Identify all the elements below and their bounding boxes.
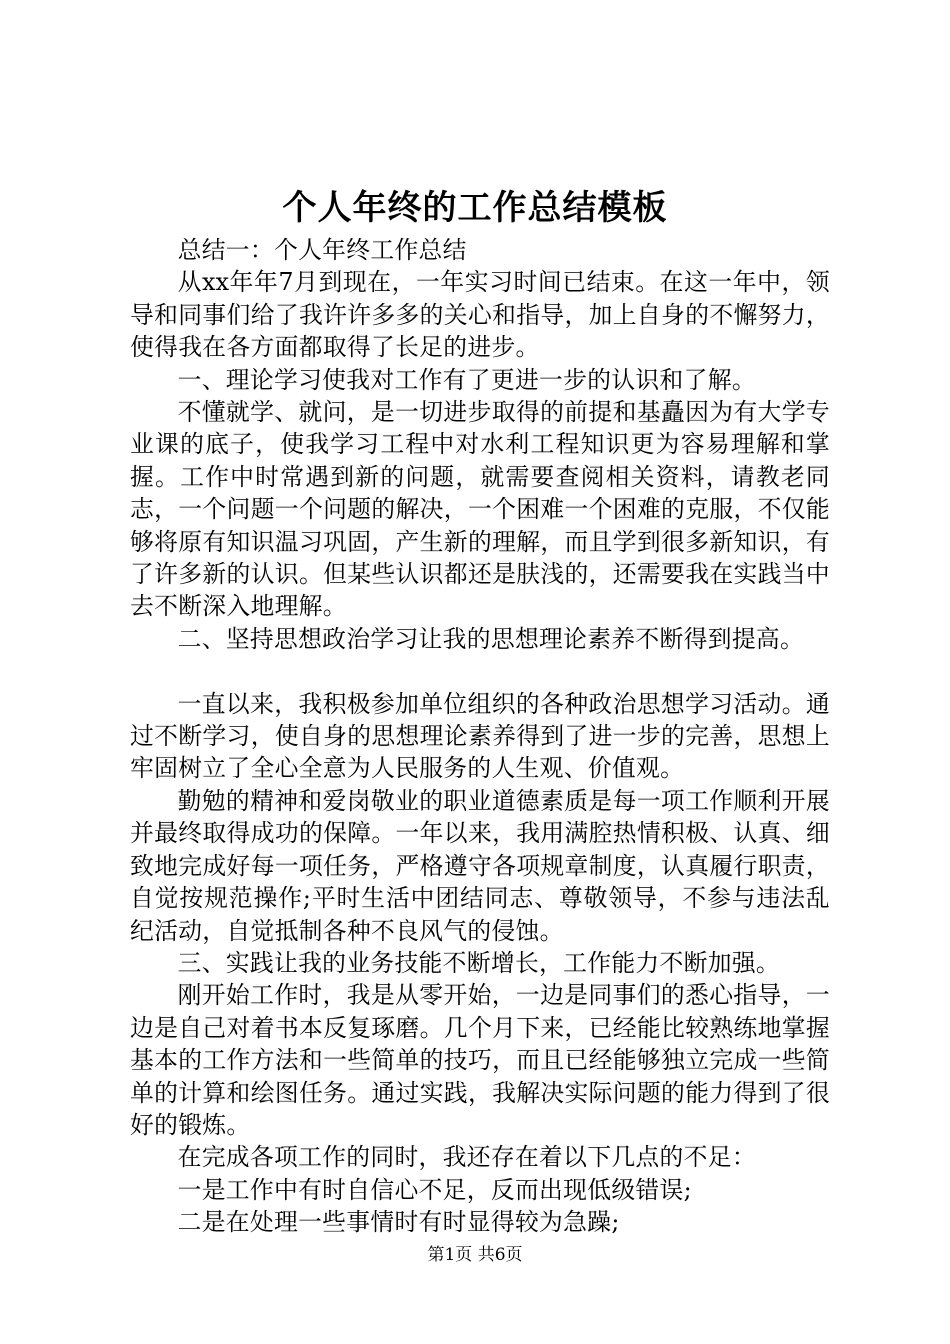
paragraph-section-heading: 总结一：个人年终工作总结	[177, 236, 467, 264]
paragraph-heading-3: 三、实践让我的业务技能不断增长，工作能力不断加强。	[177, 948, 781, 977]
paragraph-shortcomings: 在完成各项工作的同时，我还存在着以下几点的不足：	[177, 1143, 756, 1172]
paragraph-shortcoming-2: 二是在处理一些事情时有时显得较为急躁;	[177, 1208, 620, 1237]
page-number-footer: 第1页 共6页	[427, 1245, 523, 1265]
paragraph-intro: 从xx年年7月到现在，一年实习时间已结束。在这一年中，领导和同事们给了我许许多多的关心和指导，加上自身的不懈努力，使得我在各方面都取得了长足的进步。	[130, 268, 830, 362]
paragraph-heading-1: 一、理论学习使我对工作有了更进一步的认识和了解。	[177, 365, 756, 394]
paragraph-shortcoming-1: 一是工作中有时自信心不足，反而出现低级错误;	[177, 1175, 692, 1204]
paragraph-political-study: 一直以来，我积极参加单位组织的各种政治思想学习活动。通过不断学习，使自身的思想理论素养得到了进一步的完善，思想上牢固树立了全心全意为人民服务的人生观、价值观。	[130, 689, 830, 783]
paragraph-theory-study: 不懂就学、就问，是一切进步取得的前提和基矗因为有大学专业课的底子，使我学习工程中对水利工程知识更为容易理解和掌握。工作中时常遇到新的问题，就需要查阅相关资料，请教老同志，一个问题一个问题的解决，一个困难一个困难的克服，不仅能够将原有知识温习巩固，产生新的理解，而且学到很多新知识，有了许多新的认识。但某些认识都还是肤浅的，还需要我在实践当中去不断深入地理解。	[130, 398, 830, 621]
document-title: 个人年终的工作总结模板	[282, 188, 668, 228]
paragraph-work-ethic: 勤勉的精神和爱岗敬业的职业道德素质是每一项工作顺利开展并最终取得成功的保障。一年以来，我用满腔热情积极、认真、细致地完成好每一项任务，严格遵守各项规章制度，认真履行职责，自觉按规范操作;平时生活中团结同志、尊敬领导，不参与违法乱纪活动，自觉抵制各种不良风气的侵蚀。	[130, 786, 830, 945]
document-body	[130, 234, 830, 1239]
paragraph-heading-2: 二、坚持思想政治学习让我的思想理论素养不断得到提高。	[177, 624, 805, 653]
paragraph-practice: 刚开始工作时，我是从零开始，一边是同事们的悉心指导，一边是自己对着书本反复琢磨。几个月下来，已经能比较熟练地掌握基本的工作方法和一些简单的技巧，而且已经能够独立完成一些简单的计算和绘图任务。通过实践，我解决实际问题的能力得到了很好的锻炼。	[130, 981, 830, 1139]
